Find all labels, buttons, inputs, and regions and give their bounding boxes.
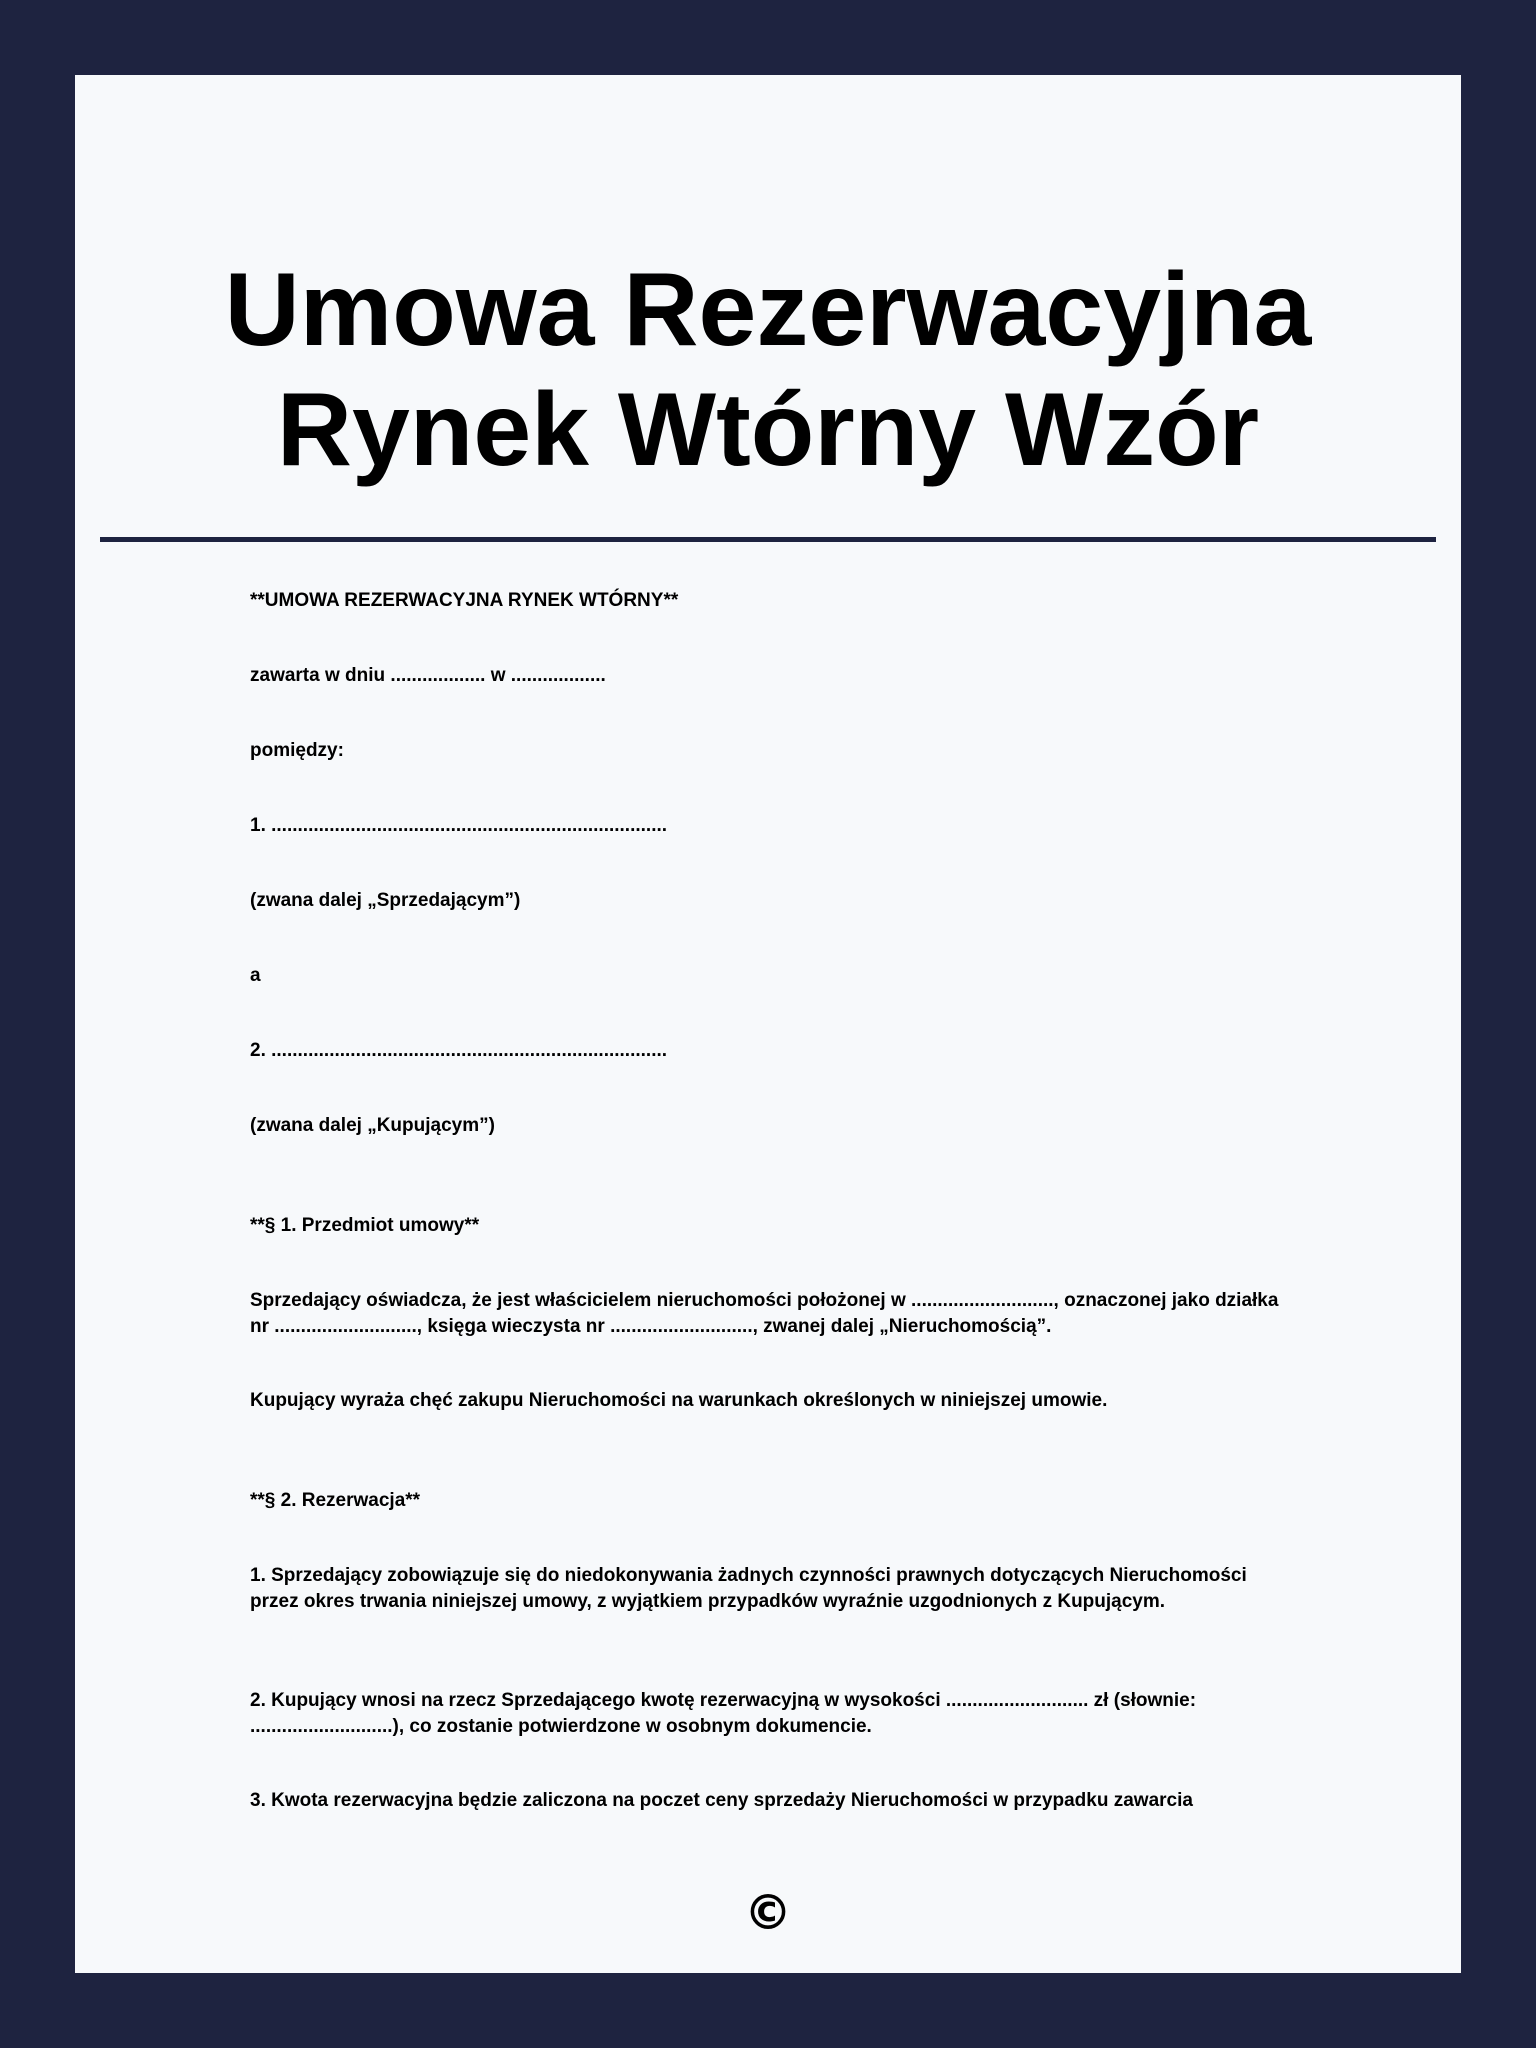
- between-line: pomiędzy:: [250, 740, 344, 761]
- section-1-heading: **§ 1. Przedmiot umowy**: [250, 1215, 480, 1236]
- party-two-line: 2. ...........................................................................: [250, 1040, 668, 1061]
- section-2-item-1: 1. Sprzedający zobowiązuje się do niedokonywania żadnych czynności prawnych dotyczących Nieruchomości przez okres trwania niniejszej umowy, z wyjątkiem przypadków wyraźnie uzgodnionych z Kupującym.: [250, 1565, 1247, 1612]
- section-1-paragraph-1: Sprzedający oświadcza, że jest właścicielem nieruchomości położonej w ..........................., oznaczonej jako działka nr ..........................., księga wieczysta nr ..........................., zwanej dalej „Nieruchomością”.: [250, 1290, 1279, 1337]
- agreement-heading: **UMOWA REZERWACYJNA RYNEK WTÓRNY**: [250, 590, 679, 611]
- copyright-icon: ©: [744, 1885, 792, 1941]
- document-page: [75, 75, 1461, 1973]
- document-title: Umowa Rezerwacyjna Rynek Wtórny Wzór: [224, 252, 1312, 488]
- party-one-line: 1. ...........................................................................: [250, 815, 668, 836]
- section-1-paragraph-2: Kupujący wyraża chęć zakupu Nieruchomości na warunkach określonych w niniejszej umowie.: [250, 1390, 1108, 1411]
- section-2-heading: **§ 2. Rezerwacja**: [250, 1490, 421, 1511]
- conjunction-line: a: [250, 965, 261, 986]
- seller-designation: (zwana dalej „Sprzedającym”): [250, 890, 521, 911]
- section-2-item-2: 2. Kupujący wnosi na rzecz Sprzedającego kwotę rezerwacyjną w wysokości ........................... zł (słownie: ...........................), co zostanie potwierdzone w osobnym dokumencie.: [250, 1690, 1197, 1737]
- concluded-line: zawarta w dniu .................. w ..................: [250, 665, 606, 686]
- title-divider: [100, 537, 1436, 542]
- buyer-designation: (zwana dalej „Kupującym”): [250, 1115, 495, 1136]
- section-2-item-3: 3. Kwota rezerwacyjna będzie zaliczona na poczet ceny sprzedaży Nieruchomości w przypadku zawarcia: [250, 1790, 1193, 1811]
